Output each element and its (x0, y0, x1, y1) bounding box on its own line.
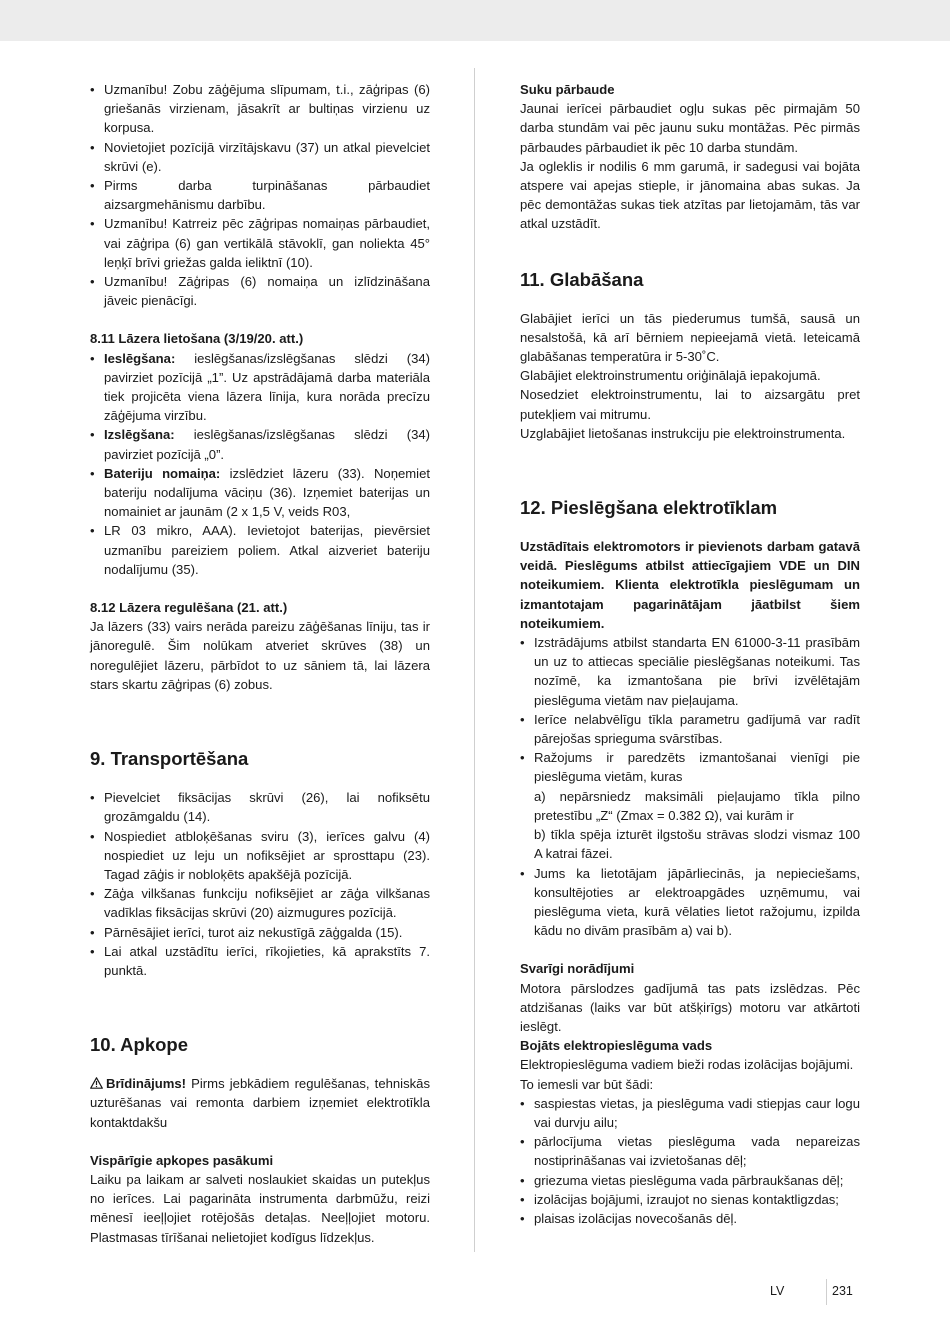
storage-text: Glabājiet elektroinstrumentu oriģinālajā iepakojumā. (520, 368, 821, 384)
list-item: • izolācijas bojājumi, izraujot no sienas kontaktligzdas; (520, 1190, 860, 1209)
section-11-heading: 11. Glabāšana (520, 268, 644, 290)
storage-text: Glabājiet ierīci un tās piederumus tumšā, sausā un nesalstošā, kā arī bērniem nepieejamā vietā. Ieteicamā glabāšanas temperatūra ir 5-30˚C. (520, 310, 860, 365)
important-notes-heading: Svarīgi norādījumi (520, 961, 635, 977)
item-label: Ieslēgšana: (104, 350, 176, 366)
list-item: • Uzmanību! Zāģripas (6) nomaiņa un izlīdzināšana jāveic pienācīgi. (90, 272, 430, 310)
list-item (90, 425, 430, 463)
list-item (520, 748, 860, 863)
important-notes-text: Motora pārslodzes gadījumā tas pats izslēdzas. Pēc atdzišanas (laiks var būt atšķirīgs) motoru var atkārtoti ieslēgt. (520, 980, 860, 1034)
list-item: • Jums ka lietotājam jāpārliecinās, ja nepieciešams, konsultējoties ar elektroapgādes uzņēmumu, vai pieslēguma vieta, kurā vēlaties lietot ražojumu, izpilda kādu no divām prasībām a) vai b). (520, 864, 860, 941)
item-text: izslēdziet lāzeru (33). Noņemiet bateriju nodalījuma vāciņu (36). Izņemiet baterijas un nomainiet ar jaunām (2 x 1,5 V, veids R03, (104, 465, 430, 520)
damaged-cable-heading: Bojāts elektropieslēguma vads (520, 1038, 713, 1054)
page-footer (760, 1283, 900, 1303)
section-9-heading: 9. Transportēšana (90, 748, 249, 770)
list-item: • Novietojiet pozīcijā virzītājskavu (37) un atkal pievelciet skrūvi (e). (90, 138, 430, 176)
list-item: • Izstrādājums atbilst standarta EN 61000-3-11 prasībām un uz to attiecas speciālie pieslēgšanas noteikumi. Tas nozīmē, ka izmantošana pie brīvi izvēlētajām pieslēguma vietām nav pieļaujama. (520, 633, 860, 710)
brushes-text-2: Ja ogleklis ir nodilis 6 mm garumā, ir sadegusi vai bojāta atspere vai apejas stieple, ir jānomaina abas sukas. Ja pēc demontāžas sukas tiek atzītas par lietojamām, tās var atkal uzstādīt. (520, 158, 860, 232)
storage-text: Nosedziet elektroinstrumentu, lai to aizsargātu pret putekļiem vai mitrumu. (520, 387, 860, 422)
list-item: • Pārnēsājiet ierīci, turot aiz nekustīgā zāģgalda (15). (90, 923, 430, 942)
item-text: ieslēgšanas/izslēgšanas slēdzi (34) pavirziet pozīcijā „0”. (104, 427, 430, 462)
brushes-heading: Suku pārbaude (520, 82, 615, 97)
top-gray-band (0, 0, 950, 41)
list-item: • griezuma vietas pieslēguma vada pārbraukšanas dēļ; (520, 1171, 860, 1190)
list-item (90, 464, 430, 522)
section-10-heading: 10. Apkope (90, 1034, 189, 1056)
left-column (90, 80, 430, 1247)
storage-text: Uzglabājiet lietošanas instrukciju pie elektroinstrumenta. (520, 425, 846, 441)
list-item: • pārlocījuma vietas pieslēguma vada nepareizas nostiprināšanas vai izvietošanas dēļ; (520, 1132, 860, 1170)
connection-intro: Uzstādītais elektromotors ir pievienots darbam gatavā veidā. Pieslēgums atbilst attiecīgajiem VDE un DIN noteikumiem. Klienta elektrotīkla pieslēgumam un izmantotajam pagarinātājam jāatbilst šiem noteikumiem. (520, 539, 860, 631)
column-divider (474, 68, 475, 1252)
list-item: • Zāģa vilkšanas funkciju nofiksējiet ar zāģa vilkšanas vadīklas fiksācijas skrūvi (20) aizmugures pozīcijā. (90, 884, 430, 922)
item-lead: • Ražojums ir paredzēts izmantošanai vienīgi pie pieslēguma vietām, kuras (534, 750, 860, 785)
item-sub-a: a) nepārsniedz maksimāli pieļaujamo tīkla pilno pretestību „Z“ (Zmax = 0.382 Ω), vai kurām ir (534, 788, 860, 823)
page-number: 231 (832, 1284, 853, 1298)
reasons-lead: To iemesli var būt šādi: (520, 1076, 654, 1092)
section-12-heading: 12. Pieslēgšana elektrotīklam (520, 497, 778, 519)
list-item: • Uzmanību! Zobu zāģējuma slīpumam, t.i., zāģripas (6) griešanās virzienam, jāsakrīt ar bultiņas virzienu uz korpusa. (90, 80, 430, 138)
list-item: • Lai atkal uzstādītu ierīci, rīkojieties, kā aprakstīts 7. punktā. (90, 942, 430, 980)
list-item: • Pirms darba turpināšanas pārbaudiet aizsargmehānismu darbību. (90, 176, 430, 214)
list-item (90, 349, 430, 426)
language-code: LV (770, 1284, 785, 1298)
list-item: • LR 03 mikro, AAA). Ievietojot baterijas, pievērsiet uzmanību pareiziem poliem. Atkal aizveriet bateriju nodalījumu (35). (90, 521, 430, 579)
list-item: • Ierīce nelabvēlīgu tīkla parametru gadījumā var radīt pārejošas sprieguma svārstības. (520, 710, 860, 748)
warning-text: Pirms jebkādiem regulēšanas, tehniskās uzturēšanas vai remonta darbiem izņemiet elektrotīkla kontaktdakšu (90, 1076, 430, 1130)
brushes-text-1: Jaunai ierīcei pārbaudiet ogļu sukas pēc pirmajām 50 darba stundām vai pēc jaunu suku montāžas. Pēc pirmās pārbaudes pārbaudiet ik pēc 10 darba stundām. (520, 101, 860, 155)
warning-triangle-icon (90, 1077, 103, 1089)
item-label: Izslēgšana: (104, 427, 175, 443)
list-item: • Uzmanību! Katrreiz pēc zāģripas nomaiņas pārbaudiet, vai zāģripa (6) gan vertikālā stāvoklī, gan noliekta 45° leņķī brīvi griežas galda ieliktnī (10). (90, 214, 430, 272)
warning-paragraph (90, 1074, 430, 1132)
damaged-cable-text: Elektropieslēguma vadiem bieži rodas izolācijas bojājumi. (520, 1057, 854, 1073)
list-item: • plaisas izolācijas novecošanās dēļ. (520, 1209, 860, 1228)
section-8-12-heading: 8.12 Lāzera regulēšana (21. att.) (90, 600, 288, 616)
footer-divider (826, 1279, 827, 1305)
warning-label: Brīdinājums! (106, 1076, 187, 1092)
intro-bullet-list (90, 80, 430, 310)
list-item: • Nospiediet atbloķēšanas sviru (3), ierīces galvu (4) nospiediet uz leju un nofiksējiet ar sprosttapu (23). Tagad zāģis ir nobloķēts apakšējā pozīcijā. (90, 827, 430, 885)
section-8-11-heading: 8.11 Lāzera lietošana (3/19/20. att.) (90, 331, 304, 347)
section-8-12-text: Ja lāzers (33) vairs nerāda pareizu zāģēšanas līniju, tas ir jānoregulē. Šim nolūkam atveriet skrūves (38) un noregulējiet lāzeru, pārbīdot to uz sāniem tā, lai lāzera stars skartu zāģripas (6) zobus. (90, 619, 430, 692)
item-label: Bateriju nomaiņa: (104, 465, 221, 481)
list-item: • saspiestas vietas, ja pieslēguma vadi stiepjas caur logu vai durvju ailu; (520, 1094, 860, 1132)
general-maintenance-text: Laiku pa laikam ar salveti noslaukiet skaidas un putekļus no ierīces. Lai pagarināta instrumenta darbmūžu, reizi mēnesī ieeļļojiet rotējošās detaļas. Neeļļojiet motoru. Plastmasas tīrīšanai nelietojiet kodīgus līdzekļus. (90, 1171, 430, 1245)
list-item: • Pievelciet fiksācijas skrūvi (26), lai nofiksētu grozāmgaldu (14). (90, 788, 430, 826)
general-maintenance-heading: Vispārīgie apkopes pasākumi (90, 1152, 274, 1168)
item-sub-b: b) tīkla spēja izturēt ilgstošu strāvas slodzi vismaz 100 A katrai fāzei. (534, 827, 860, 862)
item-text: ieslēgšanas/izslēgšanas slēdzi (34) pavirziet pozīcijā „1”. Uz apstrādājamā darba materiāla tiek projicēta viena lāzera līnija, kura norāda precīzu zāģējuma virzību. (104, 350, 430, 424)
right-column (520, 80, 860, 1228)
